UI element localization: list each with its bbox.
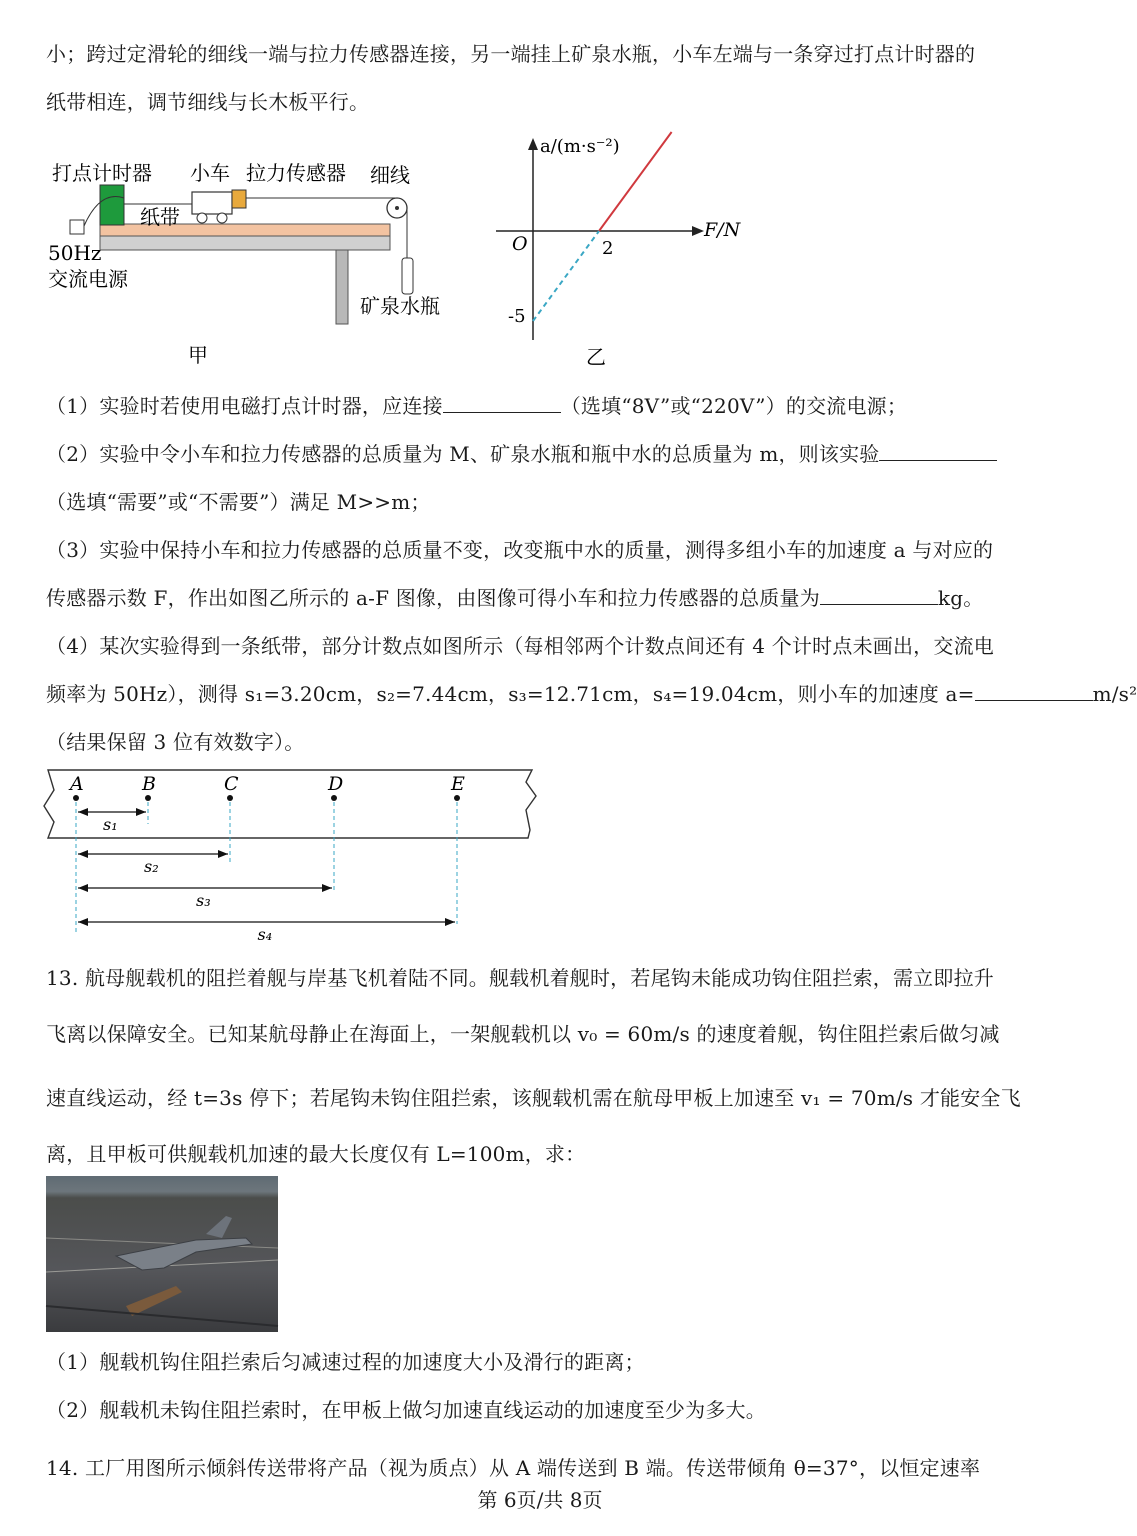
tape-point-label: A (70, 773, 84, 795)
q2-text: （2）实验中令小车和拉力传感器的总质量为 M、矿泉水瓶和瓶中水的总质量为 m，则该实验 (46, 442, 880, 466)
answer-blank[interactable] (975, 680, 1093, 701)
tape-point (73, 795, 79, 801)
y-tick-label: -5 (508, 306, 526, 327)
tape-point (145, 795, 151, 801)
text-line: 小；跨过定滑轮的细线一端与拉力传感器连接，另一端挂上矿泉水瓶，小车左端与一条穿过打点计时器的 (46, 42, 976, 66)
text-line: 13. 航母舰载机的阻拦着舰与岸基飞机着陆不同。舰载机着舰时，若尾钩未能成功钩住阻拦索，需立即拉升 (46, 966, 994, 990)
dimension-label: s₃ (196, 891, 211, 910)
y-axis-arrow (528, 138, 538, 150)
carrier-aircraft-photo (46, 1176, 278, 1332)
dimension-label: s₂ (144, 857, 159, 876)
text-line: 14. 工厂用图所示倾斜传送带将产品（视为质点）从 A 端传送到 B 端。传送带倾角 θ=37°，以恒定速率 (46, 1456, 981, 1480)
text-line: 离，且甲板可供舰载机加速的最大长度仅有 L=100m，求： (46, 1142, 586, 1166)
label-bottle: 矿泉水瓶 (360, 294, 440, 318)
caption-jia: 甲 (188, 343, 208, 367)
question-3 (46, 582, 983, 611)
label-tape: 纸带 (140, 205, 180, 229)
answer-blank[interactable] (443, 392, 561, 413)
label-sensor: 拉力传感器 (246, 161, 346, 185)
text-line: （结果保留 3 位有效数字）。 (46, 730, 305, 754)
arrow-head (78, 850, 88, 858)
text-line: 速直线运动，经 t=3s 停下；若尾钩未钩住阻拦索，该舰载机需在航母甲板上加速至 v₁ = 70m/s 才能安全飞 (46, 1086, 1021, 1110)
label-power: 交流电源 (48, 267, 128, 291)
q4-text: 频率为 50Hz），测得 s₁=3.20cm，s₂=7.44cm，s₃=12.71cm，s₄=19.04cm，则小车的加速度 a= (46, 682, 975, 706)
label-string: 细线 (370, 163, 410, 187)
dimension-label: s₄ (257, 925, 273, 944)
text-line: （选填“需要”或“不需要”）满足 M>>m； (46, 490, 431, 514)
question-2 (46, 438, 997, 467)
arrow-head (322, 884, 332, 892)
x-axis-arrow (692, 226, 704, 236)
page-footer: 第 6页/共 8页 (477, 1488, 603, 1512)
text-line: （4）某次实验得到一条纸带，部分计数点如图所示（每相邻两个计数点间还有 4 个计时点未画出，交流电 (46, 634, 994, 658)
tape-point (227, 795, 233, 801)
figure-paper-tape (40, 762, 550, 952)
arrow-head (218, 850, 228, 858)
label-freq: 50Hz (48, 241, 102, 265)
answer-blank[interactable] (820, 584, 938, 605)
q3-unit: kg。 (937, 586, 984, 610)
question-4 (46, 678, 1137, 707)
figure-apparatus (40, 150, 470, 375)
q3-text: 传感器示数 F，作出如图乙所示的 a-F 图像，由图像可得小车和拉力传感器的总质量为 (46, 586, 820, 610)
x-tick-label: 2 (602, 238, 614, 259)
arrow-head (78, 884, 88, 892)
q1-text-2: （选填“8V”或“220V”）的交流电源； (560, 394, 908, 418)
arrow-head (78, 918, 88, 926)
label-cart: 小车 (190, 161, 230, 185)
figure-a-f-graph (488, 130, 768, 375)
tape-point-label: C (224, 773, 239, 795)
text-line: 纸带相连，调节细线与长木板平行。 (46, 90, 370, 114)
tape-point (331, 795, 337, 801)
tape-point-label: B (142, 773, 156, 795)
series-line-extrapolated (533, 231, 599, 321)
q4-unit: m/s² (1092, 682, 1137, 706)
dimension-label: s₁ (103, 815, 118, 834)
label-timer: 打点计时器 (52, 161, 152, 185)
text-line: （3）实验中保持小车和拉力传感器的总质量不变，改变瓶中水的质量，测得多组小车的加速度 a 与对应的 (46, 538, 994, 562)
caption-yi: 乙 (586, 345, 606, 369)
text-line: （2）舰载机未钩住阻拦索时，在甲板上做匀加速直线运动的加速度至少为多大。 (46, 1398, 766, 1422)
graph-ylabel: a/(m·s⁻²) (540, 136, 620, 157)
tape-point-label: D (328, 773, 344, 795)
q1-text: （1）实验时若使用电磁打点计时器，应连接 (46, 394, 443, 418)
graph-origin: O (512, 233, 528, 255)
text-line: 飞离以保障安全。已知某航母静止在海面上，一架舰载机以 v₀ = 60m/s 的速度着舰，钩住阻拦索后做匀减 (46, 1022, 1000, 1046)
tape-point-label: E (451, 773, 465, 795)
tape-point (454, 795, 460, 801)
text-line: （1）舰载机钩住阻拦索后匀减速过程的加速度大小及滑行的距离； (46, 1350, 645, 1374)
answer-blank[interactable] (879, 440, 997, 461)
question-1 (46, 390, 907, 419)
graph-xlabel: F/N (704, 219, 741, 241)
arrow-head (445, 918, 455, 926)
